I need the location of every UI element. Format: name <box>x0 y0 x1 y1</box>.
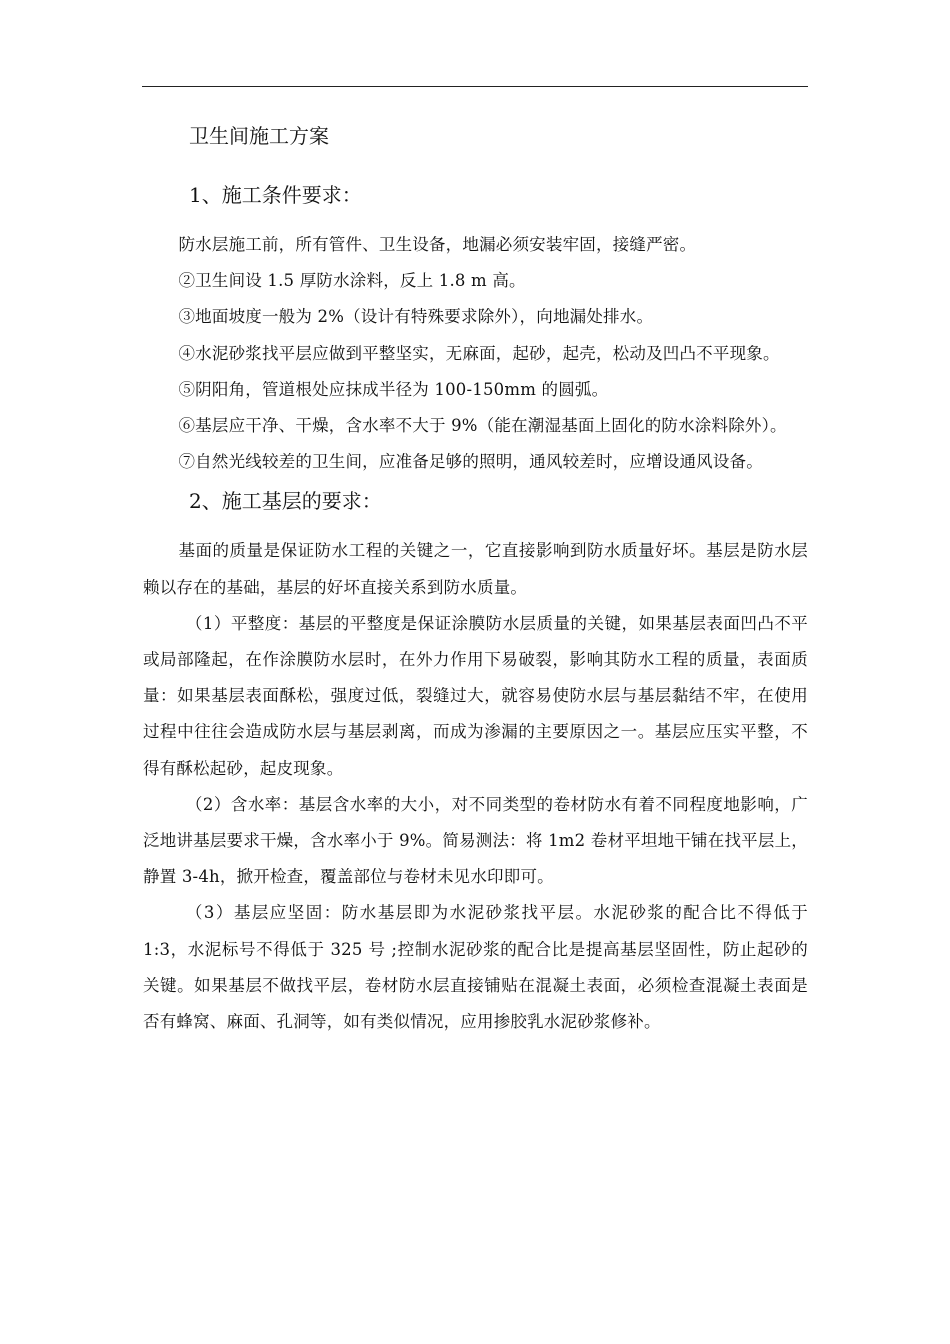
section1-item-7: ⑦自然光线较差的卫生间，应准备足够的照明，通风较差时，应增设通风设备。 <box>178 452 763 472</box>
section2-item-3: （3）基层应坚固：防水基层即为水泥砂浆找平层。水泥砂浆的配合比不得低于 1:3，水泥标号不得低于 325 号 ;控制水泥砂浆的配合比是提高基层坚固性，防止起砂的关键。如果基层不做找平层，卷材防水层直接铺贴在混凝土表面，必须检查混凝土表面是否有蜂窝、麻面、孔洞等，如有类似情况，应用掺胶乳水泥砂浆修补。 <box>143 903 808 1032</box>
section1-item-6: ⑥基层应干净、干燥，含水率不大于 9%（能在潮湿基面上固化的防水涂料除外）。 <box>178 416 787 436</box>
section2-item-2: （2）含水率：基层含水率的大小，对不同类型的卷材防水有着不同程度地影响，广泛地讲基层要求干燥，含水率小于 9%。简易测法：将 1m2 卷材平坦地干铺在找平层上，静置 3-4h，掀开检查，覆盖部位与卷材未见水印即可。 <box>143 794 808 887</box>
section1-item-4: ④水泥砂浆找平层应做到平整坚实，无麻面，起砂，起壳，松动及凹凸不平现象。 <box>178 343 780 363</box>
header-rule <box>142 86 808 87</box>
section1-item-1: 防水层施工前，所有管件、卫生设备，地漏必须安装牢固，接缝严密。 <box>178 235 697 254</box>
document-body <box>143 118 808 1040</box>
section2-item-1: （1）平整度：基层的平整度是保证涂膜防水层质量的关键，如果基层表面凹凸不平或局部隆起，在作涂膜防水层时，在外力作用下易破裂，影响其防水工程的质量，表面质量：如果基层表面酥松，强度过低，裂缝过大，就容易使防水层与基层黏结不牢，在使用过程中往往会造成防水层与基层剥离，而成为渗漏的主要原因之一。基层应压实平整，不得有酥松起砂，起皮现象。 <box>143 613 808 778</box>
section-heading-1: 1、施工条件要求： <box>189 183 362 207</box>
section1-item-3: ③地面坡度一般为 2%（设计有特殊要求除外），向地漏处排水。 <box>178 307 654 327</box>
section1-item-2: ②卫生间设 1.5 厚防水涂料，反上 1.8 m 高。 <box>178 271 526 291</box>
section-heading-2: 2、施工基层的要求： <box>189 489 382 514</box>
document-title: 卫生间施工方案 <box>189 124 329 148</box>
section1-item-5: ⑤阴阳角，管道根处应抹成半径为 100-150mm 的圆弧。 <box>178 379 609 399</box>
section2-intro: 基面的质量是保证防水工程的关键之一，它直接影响到防水质量好坏。基层是防水层赖以存在的基础，基层的好坏直接关系到防水质量。 <box>143 541 808 597</box>
